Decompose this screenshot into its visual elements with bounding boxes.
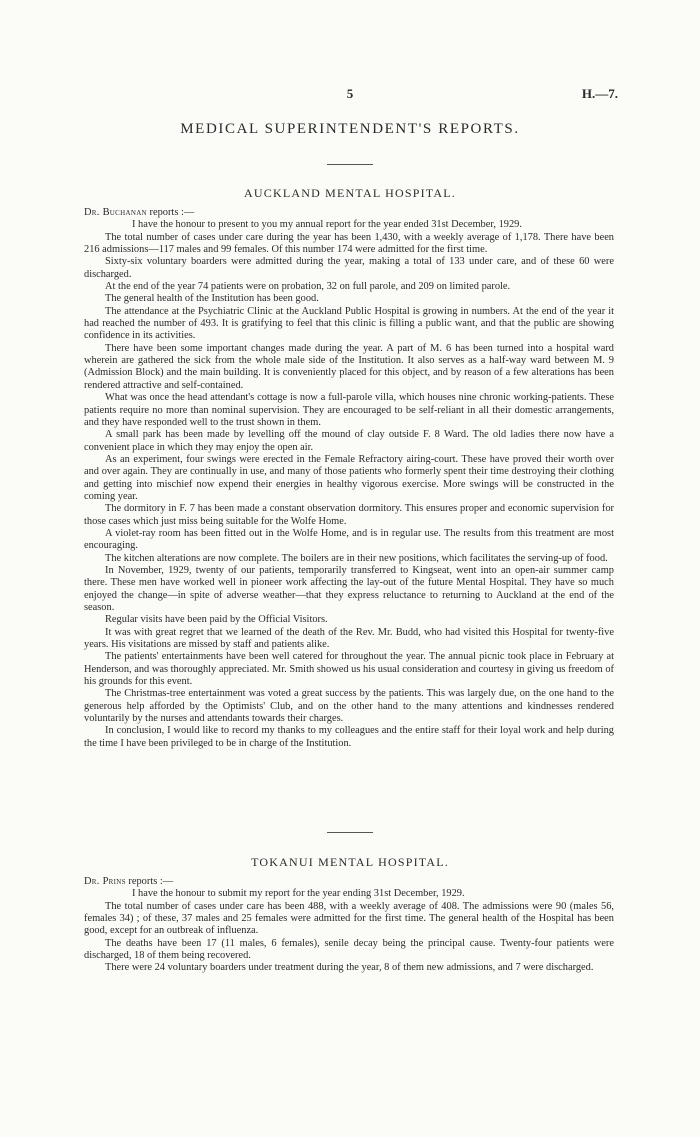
auckland-paragraph: The dormitory in F. 7 has been made a constant observation dormitory. This ensures proper and economic supervision for those cases which just miss being suitable for the Wolfe Home. — [84, 503, 614, 527]
tokanui-section-title: TOKANUI MENTAL HOSPITAL. — [251, 855, 449, 869]
auckland-paragraph: The patients' entertainments have been well catered for throughout the year. The annual picnic took place in February at Henderson, and was thoroughly appreciated. Mr. Smith showed us his usual consideration and courtesy in giving us freedom of his grounds for this event. — [84, 651, 614, 688]
auckland-reporter-line — [84, 207, 614, 219]
section-divider — [327, 832, 373, 833]
tokanui-reporter-line — [84, 876, 614, 888]
tokanui-report — [84, 876, 614, 975]
auckland-paragraph: In conclusion, I would like to record my thanks to my colleagues and the entire staff for their loyal work and help during the time I have been privileged to be in charge of the Institution. — [84, 725, 614, 749]
auckland-paragraph: As an experiment, four swings were erected in the Female Refractory airing-court. These have proved their worth over and over again. They are continually in use, and many of those patients who formerly spent their time destroying their clothing and getting into mischief now expend their energies in healthy vigorous exercise. More swings will be constructed in the coming year. — [84, 453, 614, 502]
auckland-paragraph: There have been some important changes made during the year. A part of M. 6 has been turned into a hospital ward wherein are gathered the sick from the whole male side of the Institution. It also serves as a half-way ward between M. 9 (Admission Block) and the main building. It is conveniently placed for this object, and by reason of a few alterations has been rendered attractive and self-contained. — [84, 342, 614, 391]
auckland-paragraph: Regular visits have been paid by the Official Visitors. — [105, 614, 328, 626]
auckland-paragraph: In November, 1929, twenty of our patients, temporarily transferred to Kingseat, went into an open-air summer camp there. These men have worked well in pioneer work affecting the lay-out of the future Mental Hospital. They have so much enjoyed the change—in spite of adverse weather—that they express reluctance to returning to Auckland at the end of the season. — [84, 564, 614, 613]
auckland-paragraph: The kitchen alterations are now complete. The boilers are in their new positions, which facilitates the serving-up of food. — [105, 552, 608, 564]
tokanui-paragraph: I have the honour to submit my report for the year ending 31st December, 1929. — [132, 888, 465, 900]
auckland-report — [84, 207, 614, 750]
auckland-paragraph: A small park has been made by levelling off the mound of clay outside F. 8 Ward. The old ladies there now have a convenient place in which they may enjoy the open air. — [84, 429, 614, 453]
auckland-reporter-suffix: reports :— — [146, 207, 195, 218]
tokanui-reporter-name: Dr. Prins — [84, 876, 126, 887]
main-title: MEDICAL SUPERINTENDENT'S REPORTS. — [180, 121, 520, 137]
auckland-paragraph: What was once the head attendant's cottage is now a full-parole villa, which houses nine chronic working-patients. These patients require no more than nominal supervision. They are encouraged to be self-reliant in all their domestic arrangements, and they have responded well to the trust shown in them. — [84, 392, 614, 428]
auckland-paragraph: The attendance at the Psychiatric Clinic at the Auckland Public Hospital is growing in numbers. At the end of the year it had reached the number of 493. It is gratifying to feel that this clinic is filling a public want, and that the public are showing confidence in its activities. — [84, 305, 614, 342]
page-number: 5 — [346, 86, 354, 101]
auckland-paragraph: The total number of cases under care during the year has been 1,430, with a weekly average of 1,178. There have been 216 admissions—117 males and 99 females. Of this number 174 were admitted for the first time. — [84, 231, 614, 256]
auckland-paragraph: At the end of the year 74 patients were on probation, 32 on full parole, and 209 on limited parole. — [105, 281, 511, 293]
auckland-paragraph: The general health of the Institution has been good. — [105, 293, 319, 305]
tokanui-reporter-suffix: reports :— — [125, 876, 174, 887]
tokanui-paragraph: The total number of cases under care has been 488, with a weekly average of 408. The admissions were 90 (males 56, females 34) ; of these, 37 males and 25 females were admitted for the first time. The general health of the Hospital has been good, except for an outbreak of influenza. — [84, 900, 614, 937]
auckland-paragraph: It was with great regret that we learned of the death of the Rev. Mr. Budd, who had visited this Hospital for twenty-five years. His visitations are missed by staff and patients alike. — [84, 626, 614, 651]
auckland-paragraph: I have the honour to present to you my annual report for the year ended 31st December, 1929. — [132, 219, 522, 231]
auckland-section-title: AUCKLAND MENTAL HOSPITAL. — [244, 186, 456, 200]
auckland-paragraph: Sixty-six voluntary boarders were admitted during the year, making a total of 133 under care, and of these 60 were discharged. — [84, 256, 614, 280]
auckland-paragraph: A violet-ray room has been fitted out in the Wolfe Home, and is in regular use. The results from this treatment are most encouraging. — [84, 527, 614, 552]
tokanui-paragraph: The deaths have been 17 (11 males, 6 females), senile decay being the principal cause. Twenty-four patients were discharged, 18 of them being recovered. — [84, 937, 614, 962]
document-code: H.—7. — [581, 86, 618, 101]
auckland-paragraph: The Christmas-tree entertainment was voted a great success by the patients. This was largely due, on the one hand to the generous help afforded by the Optimists' Club, and on the other hand to the many attentions and kindnesses rendered voluntarily by the nurses and attendants towards their charges. — [84, 688, 614, 725]
title-divider — [327, 164, 373, 165]
auckland-reporter-name: Dr. Buchanan — [84, 207, 147, 218]
tokanui-paragraph: There were 24 voluntary boarders under treatment during the year, 8 of them new admissions, and 7 were discharged. — [105, 962, 594, 974]
